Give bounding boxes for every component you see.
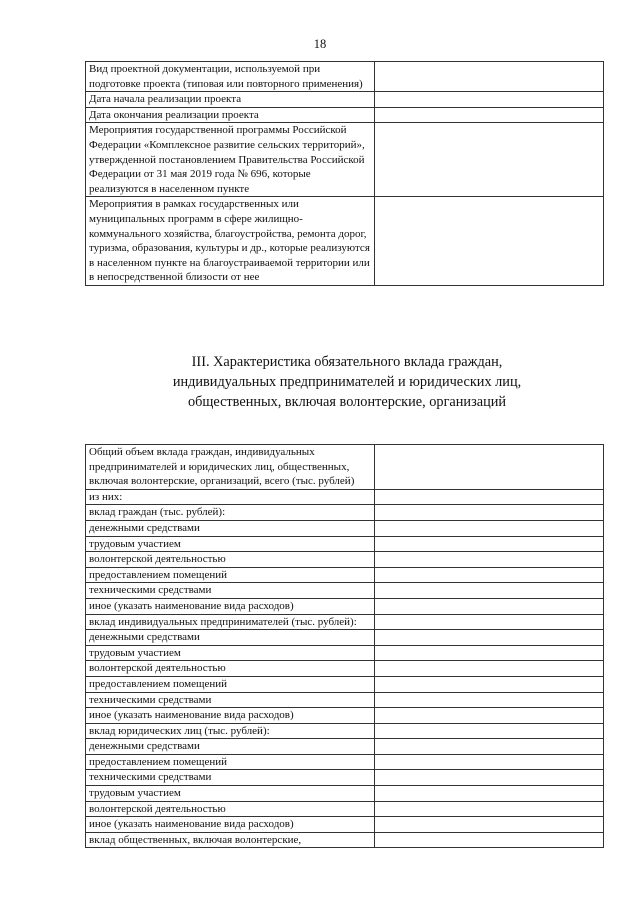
table-row <box>86 62 604 92</box>
table-row <box>86 445 604 490</box>
value-cell[interactable] <box>375 817 604 833</box>
value-cell[interactable] <box>375 708 604 724</box>
value-cell[interactable] <box>375 520 604 536</box>
value-cell[interactable] <box>375 661 604 677</box>
row-label: вклад общественных, включая волонтерские, <box>86 832 375 848</box>
value-cell[interactable] <box>375 832 604 848</box>
table-row <box>86 567 604 583</box>
table-row <box>86 552 604 568</box>
value-cell[interactable] <box>375 739 604 755</box>
table-row <box>86 692 604 708</box>
table-row <box>86 739 604 755</box>
value-cell[interactable] <box>375 692 604 708</box>
row-label: техническими средствами <box>86 692 375 708</box>
table-row <box>86 801 604 817</box>
row-label: Вид проектной документации, используемой при подготовке проекта (типовая или повторного применения) <box>86 62 375 92</box>
contribution-table <box>85 444 604 848</box>
value-cell[interactable] <box>375 536 604 552</box>
row-label: Дата начала реализации проекта <box>86 92 375 108</box>
table-row <box>86 645 604 661</box>
table-row <box>86 107 604 123</box>
section-heading-line: индивидуальных предпринимателей и юридических лиц, <box>172 374 522 390</box>
row-label: Дата окончания реализации проекта <box>86 107 375 123</box>
table-row <box>86 489 604 505</box>
table-row <box>86 505 604 521</box>
value-cell[interactable] <box>375 62 604 92</box>
value-cell[interactable] <box>375 489 604 505</box>
value-cell[interactable] <box>375 801 604 817</box>
row-label: иное (указать наименование вида расходов) <box>86 817 375 833</box>
table-row <box>86 723 604 739</box>
value-cell[interactable] <box>375 567 604 583</box>
table-row <box>86 661 604 677</box>
table-row <box>86 708 604 724</box>
row-label: предоставлением помещений <box>86 676 375 692</box>
row-label: Общий объем вклада граждан, индивидуальных предпринимателей и юридических лиц, общественных, включая волонтерские, организаций, всего (тыс. рублей) <box>86 445 375 490</box>
page-number: 18 <box>313 37 327 51</box>
section-heading <box>90 352 604 412</box>
row-label: иное (указать наименование вида расходов) <box>86 708 375 724</box>
section-heading-line: III. Характеристика обязательного вклада граждан, <box>191 354 503 370</box>
value-cell[interactable] <box>375 770 604 786</box>
table-row <box>86 536 604 552</box>
table-row <box>86 520 604 536</box>
row-label: вклад граждан (тыс. рублей): <box>86 505 375 521</box>
table-row <box>86 583 604 599</box>
table-row <box>86 770 604 786</box>
value-cell[interactable] <box>375 676 604 692</box>
value-cell[interactable] <box>375 723 604 739</box>
row-label: из них: <box>86 489 375 505</box>
value-cell[interactable] <box>375 754 604 770</box>
section-heading-line: общественных, включая волонтерские, организаций <box>187 394 507 410</box>
row-label: Мероприятия государственной программы Российской Федерации «Комплексное развитие сельских территорий», утвержденной постановлением Правительства Российской Федерации от 31 мая 2019 года № 696, которые реализуются в населенном пункте <box>86 123 375 197</box>
row-label: волонтерской деятельностью <box>86 661 375 677</box>
table-row <box>86 817 604 833</box>
value-cell[interactable] <box>375 630 604 646</box>
row-label: предоставлением помещений <box>86 567 375 583</box>
value-cell[interactable] <box>375 552 604 568</box>
table-row <box>86 630 604 646</box>
row-label: волонтерской деятельностью <box>86 801 375 817</box>
row-label: вклад юридических лиц (тыс. рублей): <box>86 723 375 739</box>
row-label: техническими средствами <box>86 583 375 599</box>
row-label: Мероприятия в рамках государственных или муниципальных программ в сфере жилищно-коммунального хозяйства, благоустройства, ремонта дорог, туризма, образования, культуры и др., которые реализуются в населенном пункте на благоустраиваемой территории или в непосредственной близости от нее <box>86 197 375 286</box>
table-row <box>86 197 604 286</box>
table-row <box>86 676 604 692</box>
row-label: трудовым участием <box>86 786 375 802</box>
value-cell[interactable] <box>375 598 604 614</box>
table-row <box>86 614 604 630</box>
value-cell[interactable] <box>375 614 604 630</box>
project-info-table <box>85 61 604 286</box>
value-cell[interactable] <box>375 123 604 197</box>
table-row <box>86 786 604 802</box>
value-cell[interactable] <box>375 583 604 599</box>
value-cell[interactable] <box>375 107 604 123</box>
value-cell[interactable] <box>375 92 604 108</box>
table-row <box>86 123 604 197</box>
row-label: денежными средствами <box>86 520 375 536</box>
table-row <box>86 832 604 848</box>
value-cell[interactable] <box>375 505 604 521</box>
row-label: волонтерской деятельностью <box>86 552 375 568</box>
row-label: вклад индивидуальных предпринимателей (тыс. рублей): <box>86 614 375 630</box>
row-label: предоставлением помещений <box>86 754 375 770</box>
row-label: денежными средствами <box>86 739 375 755</box>
value-cell[interactable] <box>375 445 604 490</box>
row-label: трудовым участием <box>86 645 375 661</box>
table-row <box>86 754 604 770</box>
value-cell[interactable] <box>375 197 604 286</box>
row-label: трудовым участием <box>86 536 375 552</box>
value-cell[interactable] <box>375 786 604 802</box>
row-label: денежными средствами <box>86 630 375 646</box>
table-row <box>86 92 604 108</box>
value-cell[interactable] <box>375 645 604 661</box>
row-label: иное (указать наименование вида расходов) <box>86 598 375 614</box>
row-label: техническими средствами <box>86 770 375 786</box>
table-row <box>86 598 604 614</box>
